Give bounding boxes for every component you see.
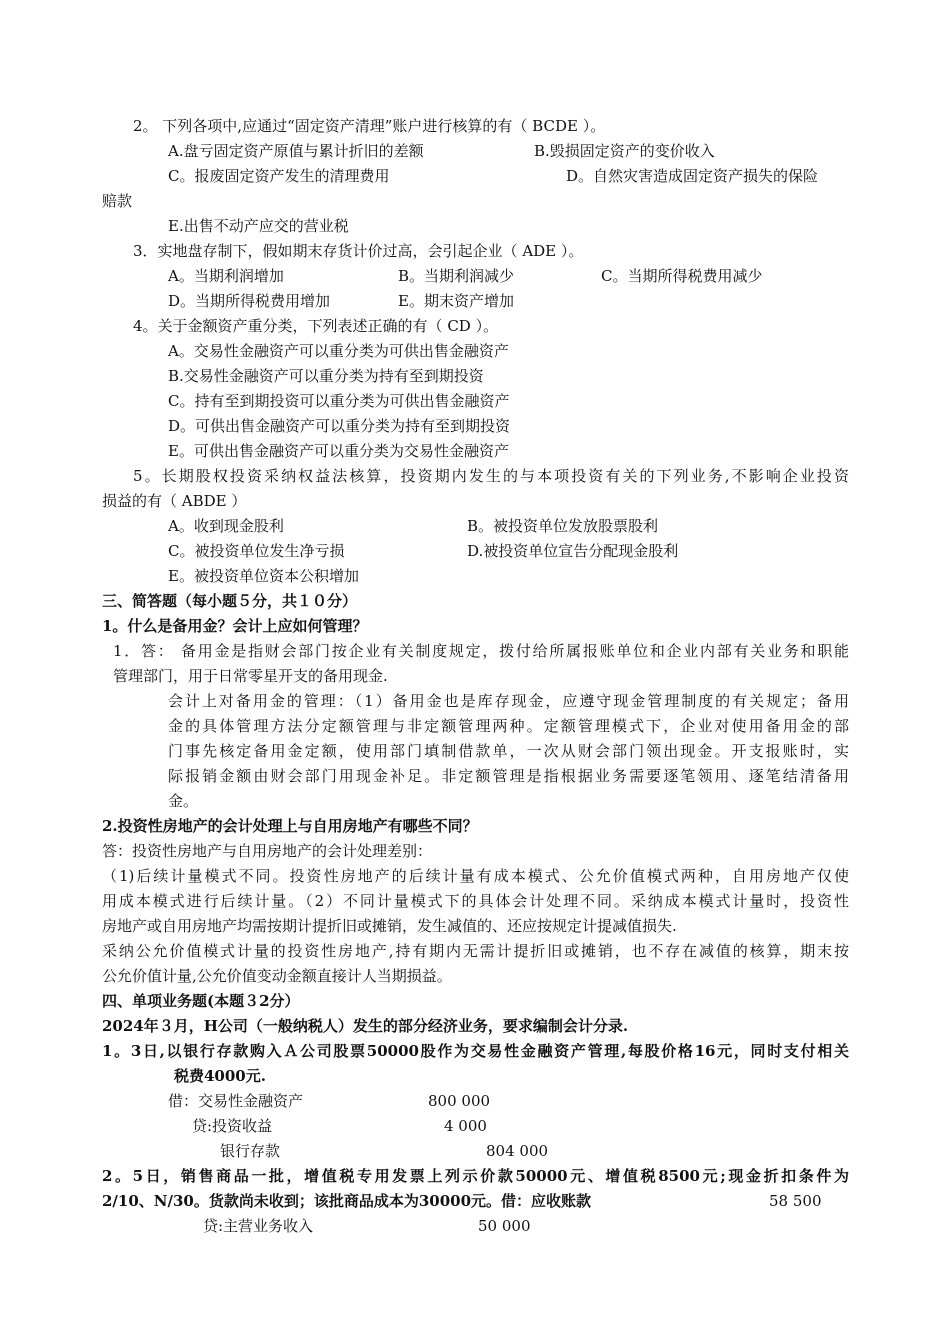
mc-q4-option-c: C。持有至到期投资可以重分类为可供出售金融资产 <box>168 392 510 410</box>
business-task-1-line-2: 税费4000元. <box>174 1067 266 1085</box>
short-a1-line-2: 管理部门，用于日常零星开支的备用现金. <box>113 667 388 685</box>
mc-q3-option-c: C。当期所得税费用减少 <box>601 267 763 285</box>
mc-q3-option-a: A。当期利润增加 <box>168 267 284 285</box>
short-a1-line-1: 1．答： 备用金是指财会部门按企业有关制度规定，拨付给所属报账单位和企业内部有关业务和职能 <box>113 642 849 660</box>
short-a2-line-1: 答：投资性房地产与自用房地产的会计处理差别： <box>102 842 433 860</box>
section-heading-short-answer: 三、简答题（每小题５分，共１０分） <box>102 592 358 610</box>
mc-q4-option-e: E。可供出售金融资产可以重分类为交易性金融资产 <box>168 442 509 460</box>
mc-q5-stem-cont: 损益的有（ ABDE ） <box>102 492 247 510</box>
mc-q5-option-e: E。被投资单位资本公积增加 <box>168 567 359 585</box>
business-task-2-line-2: 2/10、N/30。货款尚未收到；该批商品成本为30000元。借：应收账款 <box>102 1192 592 1210</box>
business-intro: 2024年３月，H公司（一般纳税人）发生的部分经济业务，要求编制会计分录. <box>102 1017 629 1035</box>
mc-q3-option-e: E。期末资产增加 <box>398 292 514 310</box>
short-a2-line-4: 房地产或自用房地产均需按期计提折旧或摊销，发生减值的、还应按规定计提减值损失. <box>102 917 677 935</box>
business-task-2-line-1: 2。5日，销售商品一批，增值税专用发票上列示价款50000元、增值税8500元;现金折扣条件为 <box>102 1167 849 1185</box>
short-a2-line-2: （1)后续计量模式不同。投资性房地产的后续计量有成本模式、公允价值模式两种，自用房地产仅使 <box>102 867 849 885</box>
short-a1-line-6: 际报销金额由财会部门用现金补足。非定额管理是指根据业务需要逐笔领用、逐笔结清备用 <box>168 767 849 785</box>
mc-q2-option-e: E.出售不动产应交的营业税 <box>168 217 349 235</box>
short-q1-title: 1。什么是备用金？会计上应如何管理？ <box>102 617 368 635</box>
section-heading-business: 四、单项业务题(本题３2分） <box>102 992 300 1010</box>
mc-q3-stem: 3．实地盘存制下，假如期末存货计价过高，会引起企业（ ADE ）。 <box>133 242 584 260</box>
mc-q2-option-c: C。报废固定资产发生的清理费用 <box>168 167 390 185</box>
mc-q4-stem: 4。关于金额资产重分类，下列表述正确的有（ CD ）。 <box>133 317 499 335</box>
business-task-1-line-1: 1。3日,以银行存款购入Ａ公司股票50000股作为交易性金融资产管理,每股价格16元，同时支付相关 <box>102 1042 849 1060</box>
short-a1-line-7: 金。 <box>168 792 199 810</box>
entry-1-credit-account-2: 银行存款 <box>220 1142 281 1160</box>
mc-q2-option-b: B.毁损固定资产的变价收入 <box>534 142 715 160</box>
mc-q2-option-a: A.盘亏固定资产原值与累计折旧的差额 <box>168 142 424 160</box>
mc-q4-option-d: D。可供出售金融资产可以重分类为持有至到期投资 <box>168 417 511 435</box>
entry-1-credit-amount-1: 4 000 <box>444 1117 487 1135</box>
entry-2-credit-account-1: 贷:主营业务收入 <box>203 1217 314 1235</box>
mc-q3-option-b: B。当期利润减少 <box>398 267 515 285</box>
mc-q2-option-d-cont: 赔款 <box>102 192 133 210</box>
mc-q5-option-d: D.被投资单位宣告分配现金股利 <box>467 542 679 560</box>
short-a2-line-6: 公允价值计量,公允价值变动金额直接计人当期损益。 <box>102 967 452 985</box>
short-a1-line-4: 金的具体管理方法分定额管理与非定额管理两种。定额管理模式下，企业对使用备用金的部 <box>168 717 849 735</box>
short-q2-title: 2.投资性房地产的会计处理上与自用房地产有哪些不同？ <box>102 817 478 835</box>
mc-q4-option-a: A。交易性金融资产可以重分类为可供出售金融资产 <box>168 342 509 360</box>
mc-q2-option-d: D。自然灾害造成固定资产损失的保险 <box>566 167 819 185</box>
mc-q5-option-a: A。收到现金股利 <box>168 517 284 535</box>
mc-q5-option-c: C。被投资单位发生净亏损 <box>168 542 345 560</box>
mc-q2-stem: 2。 下列各项中,应通过“固定资产清理”账户进行核算的有（ BCDE ）。 <box>133 117 606 135</box>
entry-1-debit-account: 借：交易性金融资产 <box>168 1092 304 1110</box>
mc-q5-option-b: B。被投资单位发放股票股利 <box>467 517 659 535</box>
entry-1-debit-amount: 800 000 <box>428 1092 491 1110</box>
entry-2-debit-amount: 58 500 <box>769 1192 822 1210</box>
mc-q4-option-b: B.交易性金融资产可以重分类为持有至到期投资 <box>168 367 484 385</box>
short-a1-line-5: 门事先核定备用金定额，使用部门填制借款单，一次从财会部门领出现金。开支报账时，实 <box>168 742 849 760</box>
short-a2-line-5: 采纳公允价值模式计量的投资性房地产,持有期内无需计提折旧或摊销，也不存在减值的核算，期末按 <box>102 942 849 960</box>
entry-1-credit-amount-2: 804 000 <box>486 1142 549 1160</box>
short-a2-line-3: 用成本模式进行后续计量。（2）不同计量模式下的具体会计处理不同。采纳成本模式计量时，投资性 <box>102 892 849 910</box>
short-a1-line-3: 会计上对备用金的管理：（1）备用金也是库存现金，应遵守现金管理制度的有关规定；备用 <box>168 692 849 710</box>
mc-q5-stem: 5。长期股权投资采纳权益法核算，投资期内发生的与本项投资有关的下列业务,不影响企业投资 <box>133 467 849 485</box>
mc-q3-option-d: D。当期所得税费用增加 <box>168 292 331 310</box>
entry-2-credit-amount-1: 50 000 <box>478 1217 531 1235</box>
entry-1-credit-account-1: 贷:投资收益 <box>192 1117 273 1135</box>
